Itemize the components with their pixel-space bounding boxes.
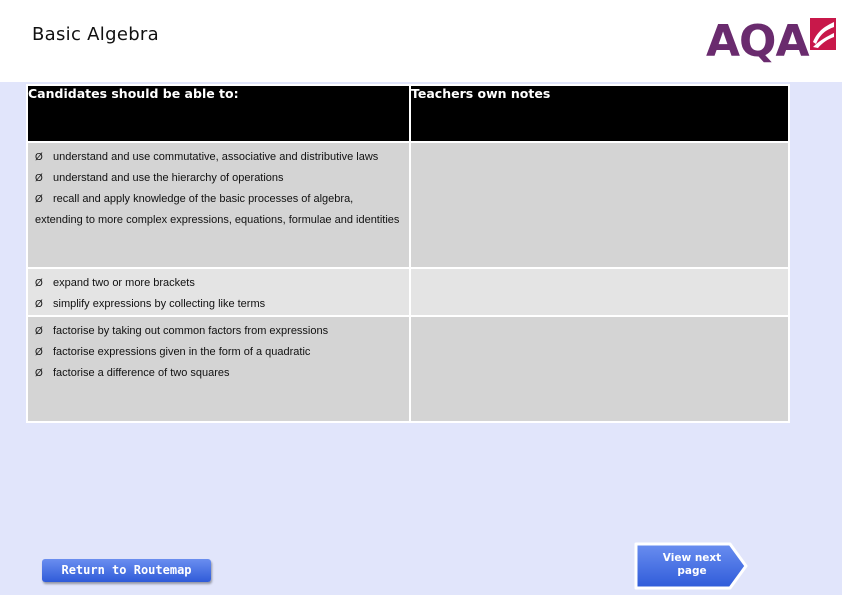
list-item: Ø factorise a difference of two squares [35,363,401,384]
view-next-label: View next page [662,552,722,577]
list-item: Ø understand and use commutative, associative and distributive laws [35,147,401,168]
view-next-page-button[interactable] [634,542,748,590]
list-item: Ø recall and apply knowledge of the basic processes of algebra, extending to more complex expressions, equations, formulae and identities [35,189,401,230]
bullet-arrow-icon: Ø [35,173,43,184]
bullet-arrow-icon: Ø [35,278,43,289]
list-item: Ø factorise by taking out common factors from expressions [35,321,401,342]
table-row [27,268,789,316]
return-to-routemap-button[interactable]: Return to Routemap [42,559,211,582]
notes-cell[interactable] [410,268,789,316]
page-title: Basic Algebra [32,24,159,45]
notes-cell[interactable] [410,142,789,268]
list-item: Ø understand and use the hierarchy of operations [35,168,401,189]
list-item: Ø expand two or more brackets [35,273,401,294]
bullet-arrow-icon: Ø [35,368,43,379]
teachers-notes-header: Teachers own notes [410,85,789,142]
logo-mark-icon [810,18,836,50]
objectives-cell [28,269,409,315]
aqa-logo [706,16,836,68]
list-item: Ø simplify expressions by collecting like terms [35,294,401,315]
list-item: Ø factorise expressions given in the form of a quadratic [35,342,401,363]
objectives-cell [28,317,409,384]
bullet-arrow-icon: Ø [35,347,43,358]
logo-text: AQA [706,16,809,67]
bullet-arrow-icon: Ø [35,152,43,163]
header [0,0,842,82]
specification-table [26,84,790,423]
bullet-arrow-icon: Ø [35,299,43,310]
notes-cell[interactable] [410,316,789,422]
bullet-arrow-icon: Ø [35,194,43,205]
objectives-cell [28,143,409,230]
table-row [27,142,789,268]
table-row [27,316,789,422]
bullet-arrow-icon: Ø [35,326,43,337]
candidates-header: Candidates should be able to: [27,85,410,142]
